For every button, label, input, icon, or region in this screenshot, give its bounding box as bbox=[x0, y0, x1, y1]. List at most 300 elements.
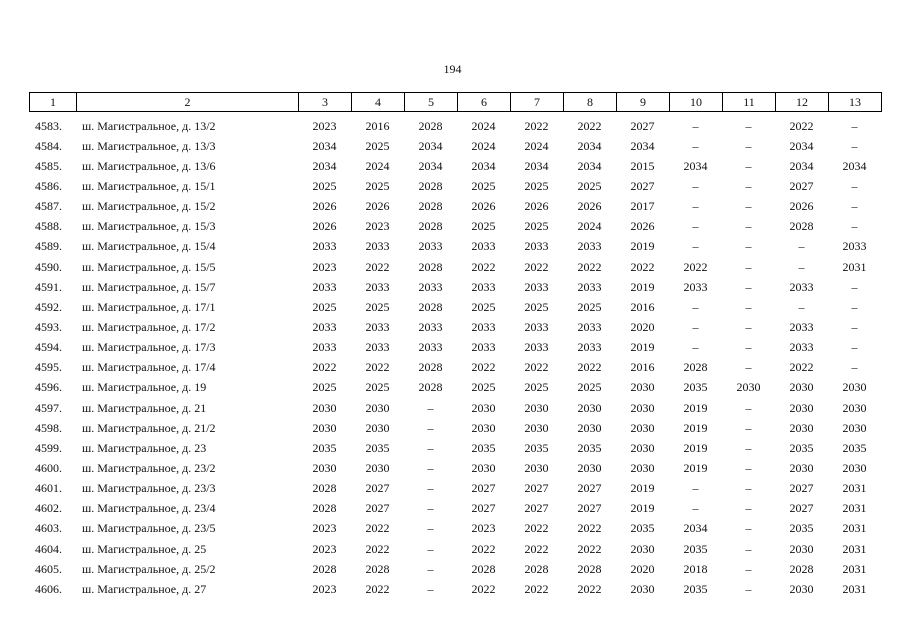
row-address: ш. Магистральное, д. 13/6 bbox=[82, 158, 216, 173]
cell-col-10: 2035 bbox=[683, 380, 708, 395]
cell-col-4: 2030 bbox=[365, 420, 390, 435]
table-row bbox=[29, 176, 881, 196]
cell-col-9: 2019 bbox=[630, 279, 655, 294]
row-address: ш. Магистральное, д. 23/4 bbox=[82, 501, 216, 516]
cell-col-12: 2035 bbox=[789, 440, 814, 455]
table-row bbox=[29, 297, 881, 317]
cell-col-3: 2028 bbox=[312, 561, 337, 576]
cell-col-5: – bbox=[427, 501, 434, 516]
cell-col-10: 2019 bbox=[683, 420, 708, 435]
row-address: ш. Магистральное, д. 25 bbox=[82, 541, 207, 556]
cell-col-8: 2026 bbox=[577, 199, 602, 214]
row-number: 4597. bbox=[35, 400, 62, 415]
cell-col-13: – bbox=[851, 279, 858, 294]
column-header-row bbox=[30, 93, 882, 112]
cell-col-7: 2022 bbox=[524, 118, 549, 133]
cell-col-13: 2031 bbox=[842, 259, 867, 274]
cell-col-4: 2024 bbox=[365, 158, 390, 173]
cell-col-9: 2019 bbox=[630, 340, 655, 355]
row-number: 4583. bbox=[35, 118, 62, 133]
cell-col-12: 2034 bbox=[789, 158, 814, 173]
cell-col-12: 2033 bbox=[789, 279, 814, 294]
cell-col-7: 2022 bbox=[524, 259, 549, 274]
cell-col-9: 2030 bbox=[630, 460, 655, 475]
cell-col-3: 2033 bbox=[312, 239, 337, 254]
table-row bbox=[29, 418, 881, 438]
cell-col-5: 2028 bbox=[418, 178, 443, 193]
row-address: ш. Магистральное, д. 23/3 bbox=[82, 481, 216, 496]
cell-col-6: 2035 bbox=[471, 440, 496, 455]
cell-col-6: 2033 bbox=[471, 279, 496, 294]
cell-col-9: 2019 bbox=[630, 501, 655, 516]
cell-col-6: 2027 bbox=[471, 481, 496, 496]
cell-col-11: – bbox=[745, 561, 752, 576]
cell-col-11: – bbox=[745, 279, 752, 294]
cell-col-13: – bbox=[851, 219, 858, 234]
cell-col-11: – bbox=[745, 481, 752, 496]
cell-col-5: – bbox=[427, 561, 434, 576]
cell-col-7: 2024 bbox=[524, 138, 549, 153]
cell-col-6: 2022 bbox=[471, 541, 496, 556]
cell-col-6: 2033 bbox=[471, 239, 496, 254]
cell-col-9: 2030 bbox=[630, 380, 655, 395]
table-row bbox=[29, 277, 881, 297]
cell-col-12: 2035 bbox=[789, 521, 814, 536]
cell-col-6: 2022 bbox=[471, 259, 496, 274]
cell-col-9: 2015 bbox=[630, 158, 655, 173]
page-number: 194 bbox=[443, 62, 462, 76]
column-header-5: 5 bbox=[405, 93, 458, 112]
cell-col-8: 2022 bbox=[577, 541, 602, 556]
cell-col-10: – bbox=[692, 481, 699, 496]
cell-col-5: 2033 bbox=[418, 239, 443, 254]
cell-col-9: 2027 bbox=[630, 178, 655, 193]
cell-col-13: 2034 bbox=[842, 158, 867, 173]
cell-col-11: – bbox=[745, 259, 752, 274]
row-address: ш. Магистральное, д. 17/3 bbox=[82, 340, 216, 355]
cell-col-6: 2024 bbox=[471, 118, 496, 133]
cell-col-4: 2033 bbox=[365, 239, 390, 254]
row-address: ш. Магистральное, д. 15/2 bbox=[82, 199, 216, 214]
cell-col-10: 2028 bbox=[683, 360, 708, 375]
row-number: 4601. bbox=[35, 481, 62, 496]
cell-col-10: – bbox=[692, 319, 699, 334]
cell-col-11: – bbox=[745, 501, 752, 516]
cell-col-7: 2034 bbox=[524, 158, 549, 173]
row-address: ш. Магистральное, д. 23/2 bbox=[82, 460, 216, 475]
cell-col-7: 2033 bbox=[524, 239, 549, 254]
cell-col-12: – bbox=[798, 239, 805, 254]
row-address: ш. Магистральное, д. 15/1 bbox=[82, 178, 216, 193]
cell-col-9: 2020 bbox=[630, 561, 655, 576]
row-number: 4592. bbox=[35, 299, 62, 314]
row-number: 4593. bbox=[35, 319, 62, 334]
row-number: 4595. bbox=[35, 360, 62, 375]
cell-col-13: – bbox=[851, 199, 858, 214]
cell-col-9: 2030 bbox=[630, 541, 655, 556]
cell-col-3: 2030 bbox=[312, 460, 337, 475]
cell-col-13: 2030 bbox=[842, 420, 867, 435]
cell-col-11: – bbox=[745, 400, 752, 415]
row-address: ш. Магистральное, д. 15/5 bbox=[82, 259, 216, 274]
cell-col-13: – bbox=[851, 340, 858, 355]
cell-col-10: – bbox=[692, 199, 699, 214]
column-header-7: 7 bbox=[511, 93, 564, 112]
row-address: ш. Магистральное, д. 17/1 bbox=[82, 299, 216, 314]
table-row bbox=[29, 539, 881, 559]
table-row bbox=[29, 438, 881, 458]
cell-col-5: – bbox=[427, 581, 434, 596]
cell-col-10: – bbox=[692, 138, 699, 153]
cell-col-10: 2034 bbox=[683, 521, 708, 536]
cell-col-13: 2030 bbox=[842, 460, 867, 475]
cell-col-4: 2022 bbox=[365, 259, 390, 274]
cell-col-7: 2033 bbox=[524, 319, 549, 334]
cell-col-7: 2025 bbox=[524, 380, 549, 395]
cell-col-4: 2022 bbox=[365, 541, 390, 556]
cell-col-6: 2034 bbox=[471, 158, 496, 173]
table-row bbox=[29, 197, 881, 217]
row-address: ш. Магистральное, д. 25/2 bbox=[82, 561, 216, 576]
cell-col-6: 2030 bbox=[471, 460, 496, 475]
cell-col-10: – bbox=[692, 239, 699, 254]
cell-col-9: 2034 bbox=[630, 138, 655, 153]
cell-col-5: 2034 bbox=[418, 138, 443, 153]
cell-col-13: – bbox=[851, 360, 858, 375]
cell-col-6: 2033 bbox=[471, 340, 496, 355]
cell-col-11: – bbox=[745, 360, 752, 375]
table-row bbox=[29, 136, 881, 156]
cell-col-13: 2031 bbox=[842, 481, 867, 496]
cell-col-11: – bbox=[745, 460, 752, 475]
cell-col-3: 2025 bbox=[312, 380, 337, 395]
cell-col-5: – bbox=[427, 521, 434, 536]
row-number: 4599. bbox=[35, 440, 62, 455]
table-row bbox=[29, 257, 881, 277]
row-number: 4606. bbox=[35, 581, 62, 596]
cell-col-12: 2030 bbox=[789, 460, 814, 475]
cell-col-3: 2025 bbox=[312, 178, 337, 193]
cell-col-3: 2034 bbox=[312, 138, 337, 153]
cell-col-4: 2033 bbox=[365, 279, 390, 294]
cell-col-11: – bbox=[745, 299, 752, 314]
row-address: ш. Магистральное, д. 15/3 bbox=[82, 219, 216, 234]
cell-col-4: 2016 bbox=[365, 118, 390, 133]
row-address: ш. Магистральное, д. 21/2 bbox=[82, 420, 216, 435]
cell-col-4: 2027 bbox=[365, 481, 390, 496]
row-number: 4584. bbox=[35, 138, 62, 153]
cell-col-3: 2035 bbox=[312, 440, 337, 455]
cell-col-3: 2026 bbox=[312, 199, 337, 214]
cell-col-8: 2033 bbox=[577, 340, 602, 355]
table-row bbox=[29, 579, 881, 599]
cell-col-13: 2031 bbox=[842, 581, 867, 596]
cell-col-7: 2028 bbox=[524, 561, 549, 576]
row-number: 4591. bbox=[35, 279, 62, 294]
cell-col-10: – bbox=[692, 299, 699, 314]
cell-col-11: – bbox=[745, 340, 752, 355]
cell-col-9: 2019 bbox=[630, 481, 655, 496]
cell-col-8: 2025 bbox=[577, 178, 602, 193]
cell-col-3: 2033 bbox=[312, 340, 337, 355]
cell-col-4: 2023 bbox=[365, 219, 390, 234]
table-row bbox=[29, 458, 881, 478]
cell-col-8: 2034 bbox=[577, 158, 602, 173]
table-row bbox=[29, 116, 881, 136]
cell-col-12: 2027 bbox=[789, 178, 814, 193]
cell-col-8: 2025 bbox=[577, 380, 602, 395]
cell-col-11: 2030 bbox=[736, 380, 761, 395]
cell-col-6: 2030 bbox=[471, 400, 496, 415]
cell-col-6: 2025 bbox=[471, 178, 496, 193]
cell-col-7: 2027 bbox=[524, 481, 549, 496]
row-number: 4587. bbox=[35, 199, 62, 214]
cell-col-13: 2031 bbox=[842, 561, 867, 576]
table-row bbox=[29, 378, 881, 398]
cell-col-6: 2023 bbox=[471, 521, 496, 536]
cell-col-11: – bbox=[745, 521, 752, 536]
cell-col-6: 2028 bbox=[471, 561, 496, 576]
table-row bbox=[29, 479, 881, 499]
column-header-2: 2 bbox=[77, 93, 299, 112]
cell-col-4: 2025 bbox=[365, 380, 390, 395]
cell-col-10: – bbox=[692, 118, 699, 133]
cell-col-8: 2034 bbox=[577, 138, 602, 153]
row-number: 4596. bbox=[35, 380, 62, 395]
row-address: ш. Магистральное, д. 27 bbox=[82, 581, 207, 596]
cell-col-8: 2030 bbox=[577, 400, 602, 415]
cell-col-12: 2030 bbox=[789, 380, 814, 395]
cell-col-12: 2030 bbox=[789, 400, 814, 415]
row-address: ш. Магистральное, д. 17/4 bbox=[82, 360, 216, 375]
cell-col-4: 2022 bbox=[365, 360, 390, 375]
cell-col-5: 2028 bbox=[418, 360, 443, 375]
cell-col-7: 2030 bbox=[524, 460, 549, 475]
cell-col-11: – bbox=[745, 319, 752, 334]
cell-col-13: – bbox=[851, 138, 858, 153]
cell-col-7: 2027 bbox=[524, 501, 549, 516]
cell-col-7: 2022 bbox=[524, 521, 549, 536]
cell-col-7: 2026 bbox=[524, 199, 549, 214]
table-row bbox=[29, 519, 881, 539]
cell-col-7: 2022 bbox=[524, 541, 549, 556]
table-row bbox=[29, 338, 881, 358]
cell-col-10: 2019 bbox=[683, 400, 708, 415]
table-row bbox=[29, 156, 881, 176]
cell-col-4: 2030 bbox=[365, 460, 390, 475]
cell-col-5: 2028 bbox=[418, 380, 443, 395]
cell-col-5: – bbox=[427, 481, 434, 496]
column-header-6: 6 bbox=[458, 93, 511, 112]
cell-col-11: – bbox=[745, 440, 752, 455]
cell-col-10: – bbox=[692, 501, 699, 516]
cell-col-8: 2035 bbox=[577, 440, 602, 455]
cell-col-4: 2033 bbox=[365, 340, 390, 355]
cell-col-12: 2026 bbox=[789, 199, 814, 214]
cell-col-5: 2033 bbox=[418, 319, 443, 334]
cell-col-3: 2026 bbox=[312, 219, 337, 234]
cell-col-10: – bbox=[692, 340, 699, 355]
cell-col-12: 2030 bbox=[789, 541, 814, 556]
cell-col-4: 2025 bbox=[365, 178, 390, 193]
table-row bbox=[29, 358, 881, 378]
cell-col-10: 2035 bbox=[683, 541, 708, 556]
cell-col-8: 2027 bbox=[577, 481, 602, 496]
cell-col-8: 2022 bbox=[577, 360, 602, 375]
column-header-13: 13 bbox=[829, 93, 882, 112]
cell-col-7: 2030 bbox=[524, 400, 549, 415]
cell-col-9: 2017 bbox=[630, 199, 655, 214]
cell-col-11: – bbox=[745, 420, 752, 435]
cell-col-5: 2028 bbox=[418, 219, 443, 234]
cell-col-6: 2024 bbox=[471, 138, 496, 153]
cell-col-4: 2035 bbox=[365, 440, 390, 455]
column-header-11: 11 bbox=[723, 93, 776, 112]
cell-col-8: 2033 bbox=[577, 279, 602, 294]
cell-col-8: 2028 bbox=[577, 561, 602, 576]
cell-col-6: 2027 bbox=[471, 501, 496, 516]
cell-col-8: 2022 bbox=[577, 581, 602, 596]
cell-col-8: 2022 bbox=[577, 521, 602, 536]
row-number: 4594. bbox=[35, 340, 62, 355]
cell-col-9: 2019 bbox=[630, 239, 655, 254]
cell-col-7: 2030 bbox=[524, 420, 549, 435]
column-header-9: 9 bbox=[617, 93, 670, 112]
cell-col-12: 2028 bbox=[789, 561, 814, 576]
cell-col-11: – bbox=[745, 178, 752, 193]
cell-col-9: 2030 bbox=[630, 581, 655, 596]
column-header-3: 3 bbox=[299, 93, 352, 112]
cell-col-8: 2024 bbox=[577, 219, 602, 234]
cell-col-3: 2025 bbox=[312, 299, 337, 314]
cell-col-3: 2030 bbox=[312, 400, 337, 415]
cell-col-12: 2030 bbox=[789, 581, 814, 596]
cell-col-5: 2033 bbox=[418, 279, 443, 294]
table-row bbox=[29, 559, 881, 579]
column-header-8: 8 bbox=[564, 93, 617, 112]
cell-col-5: – bbox=[427, 420, 434, 435]
row-address: ш. Магистральное, д. 23/5 bbox=[82, 521, 216, 536]
table-row bbox=[29, 217, 881, 237]
cell-col-10: 2019 bbox=[683, 460, 708, 475]
cell-col-9: 2016 bbox=[630, 299, 655, 314]
cell-col-3: 2023 bbox=[312, 521, 337, 536]
cell-col-3: 2023 bbox=[312, 259, 337, 274]
row-number: 4605. bbox=[35, 561, 62, 576]
cell-col-13: – bbox=[851, 299, 858, 314]
cell-col-11: – bbox=[745, 239, 752, 254]
row-address: ш. Магистральное, д. 17/2 bbox=[82, 319, 216, 334]
cell-col-12: 2027 bbox=[789, 501, 814, 516]
cell-col-11: – bbox=[745, 541, 752, 556]
cell-col-9: 2016 bbox=[630, 360, 655, 375]
cell-col-8: 2030 bbox=[577, 460, 602, 475]
cell-col-5: – bbox=[427, 460, 434, 475]
cell-col-9: 2022 bbox=[630, 259, 655, 274]
cell-col-3: 2028 bbox=[312, 481, 337, 496]
cell-col-3: 2033 bbox=[312, 319, 337, 334]
table-row bbox=[29, 317, 881, 337]
cell-col-7: 2035 bbox=[524, 440, 549, 455]
cell-col-9: 2035 bbox=[630, 521, 655, 536]
row-address: ш. Магистральное, д. 19 bbox=[82, 380, 207, 395]
cell-col-9: 2030 bbox=[630, 440, 655, 455]
row-number: 4600. bbox=[35, 460, 62, 475]
cell-col-13: – bbox=[851, 319, 858, 334]
cell-col-9: 2020 bbox=[630, 319, 655, 334]
cell-col-12: 2034 bbox=[789, 138, 814, 153]
cell-col-13: – bbox=[851, 178, 858, 193]
cell-col-6: 2030 bbox=[471, 420, 496, 435]
cell-col-5: 2028 bbox=[418, 199, 443, 214]
cell-col-11: – bbox=[745, 199, 752, 214]
cell-col-6: 2022 bbox=[471, 360, 496, 375]
cell-col-3: 2033 bbox=[312, 279, 337, 294]
cell-col-12: 2033 bbox=[789, 340, 814, 355]
cell-col-6: 2022 bbox=[471, 581, 496, 596]
cell-col-6: 2025 bbox=[471, 219, 496, 234]
cell-col-7: 2025 bbox=[524, 178, 549, 193]
table-body bbox=[29, 116, 881, 599]
cell-col-12: 2028 bbox=[789, 219, 814, 234]
cell-col-7: 2022 bbox=[524, 360, 549, 375]
cell-col-5: 2028 bbox=[418, 299, 443, 314]
cell-col-5: – bbox=[427, 541, 434, 556]
cell-col-10: 2035 bbox=[683, 581, 708, 596]
cell-col-3: 2023 bbox=[312, 581, 337, 596]
column-header-1: 1 bbox=[30, 93, 77, 112]
cell-col-4: 2033 bbox=[365, 319, 390, 334]
cell-col-3: 2023 bbox=[312, 541, 337, 556]
data-table bbox=[29, 116, 881, 599]
cell-col-3: 2023 bbox=[312, 118, 337, 133]
cell-col-11: – bbox=[745, 219, 752, 234]
cell-col-13: 2033 bbox=[842, 239, 867, 254]
row-address: ш. Магистральное, д. 15/4 bbox=[82, 239, 216, 254]
row-number: 4586. bbox=[35, 178, 62, 193]
cell-col-3: 2034 bbox=[312, 158, 337, 173]
cell-col-5: 2034 bbox=[418, 158, 443, 173]
cell-col-5: – bbox=[427, 440, 434, 455]
cell-col-6: 2026 bbox=[471, 199, 496, 214]
cell-col-6: 2033 bbox=[471, 319, 496, 334]
cell-col-11: – bbox=[745, 118, 752, 133]
cell-col-7: 2033 bbox=[524, 279, 549, 294]
cell-col-4: 2025 bbox=[365, 138, 390, 153]
cell-col-11: – bbox=[745, 581, 752, 596]
cell-col-12: 2022 bbox=[789, 118, 814, 133]
column-header-4: 4 bbox=[352, 93, 405, 112]
row-number: 4598. bbox=[35, 420, 62, 435]
row-number: 4585. bbox=[35, 158, 62, 173]
row-number: 4604. bbox=[35, 541, 62, 556]
cell-col-4: 2030 bbox=[365, 400, 390, 415]
cell-col-3: 2030 bbox=[312, 420, 337, 435]
column-header-12: 12 bbox=[776, 93, 829, 112]
row-address: ш. Магистральное, д. 13/3 bbox=[82, 138, 216, 153]
row-address: ш. Магистральное, д. 15/7 bbox=[82, 279, 216, 294]
cell-col-10: 2022 bbox=[683, 259, 708, 274]
cell-col-8: 2025 bbox=[577, 299, 602, 314]
cell-col-5: 2033 bbox=[418, 340, 443, 355]
cell-col-9: 2030 bbox=[630, 400, 655, 415]
row-number: 4603. bbox=[35, 521, 62, 536]
row-address: ш. Магистральное, д. 23 bbox=[82, 440, 207, 455]
cell-col-12: 2027 bbox=[789, 481, 814, 496]
cell-col-10: 2034 bbox=[683, 158, 708, 173]
row-number: 4588. bbox=[35, 219, 62, 234]
cell-col-5: – bbox=[427, 400, 434, 415]
